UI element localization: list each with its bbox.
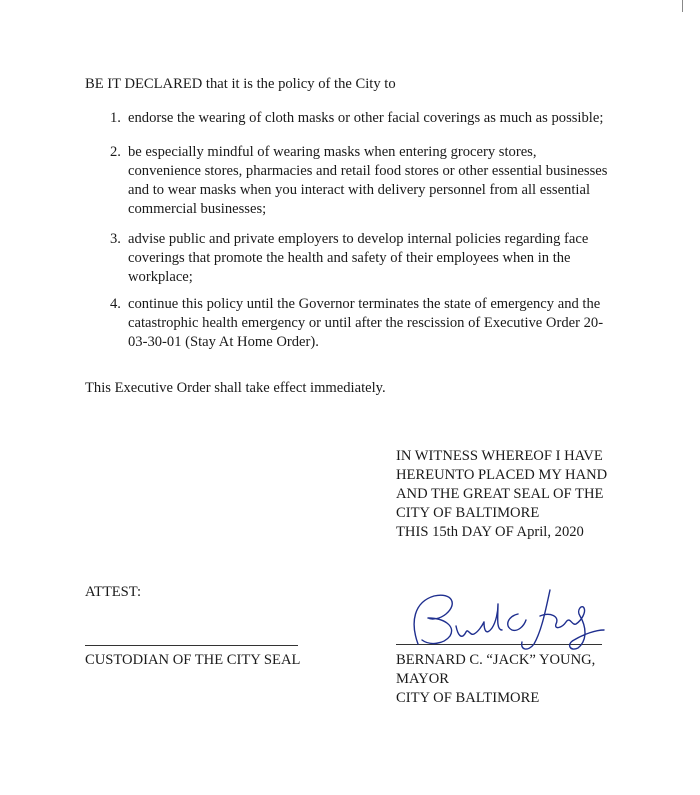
witness-block <box>396 447 607 542</box>
witness-line: AND THE GREAT SEAL OF THE <box>396 486 604 502</box>
mayor-city: CITY OF BALTIMORE <box>396 690 540 706</box>
item-number: 4. <box>110 296 121 312</box>
signature-strokes <box>414 590 604 649</box>
item-number: 1. <box>110 110 121 126</box>
mayor-signature <box>400 586 610 656</box>
mayor-block <box>396 651 595 708</box>
mayor-title: MAYOR <box>396 671 449 687</box>
witness-line: CITY OF BALTIMORE <box>396 505 540 521</box>
page-corner-mark <box>682 0 683 12</box>
item-line: and to wear masks when you interact with delivery personnel from all essential <box>128 182 590 198</box>
witness-line: IN WITNESS WHEREOF I HAVE <box>396 448 603 464</box>
signature-stroke <box>540 607 604 649</box>
item-line: coverings that promote the health and safety of their employees when in the <box>128 250 571 266</box>
custodian-label: CUSTODIAN OF THE CITY SEAL <box>85 652 301 668</box>
item-line: be especially mindful of wearing masks when entering grocery stores, <box>128 144 537 160</box>
signature-stroke <box>414 595 452 644</box>
attest-signature-line <box>85 645 298 646</box>
item-line: 03-30-01 (Stay At Home Order). <box>128 334 319 350</box>
item-line: commercial businesses; <box>128 201 267 217</box>
item-line: advise public and private employers to develop internal policies regarding face <box>128 231 589 247</box>
declaration-intro: BE IT DECLARED that it is the policy of the City to <box>85 76 396 92</box>
item-text <box>128 143 607 219</box>
item-number: 2. <box>110 144 121 160</box>
mayor-name: BERNARD C. “JACK” YOUNG, <box>396 652 596 668</box>
item-line: endorse the wearing of cloth masks or other facial coverings as much as possible; <box>128 110 604 126</box>
item-text <box>128 109 603 128</box>
item-line: catastrophic health emergency or until after the rescission of Executive Order 20- <box>128 315 604 331</box>
item-number: 3. <box>110 231 121 247</box>
attest-label: ATTEST: <box>85 584 142 600</box>
witness-line: HEREUNTO PLACED MY HAND <box>396 467 608 483</box>
item-text <box>128 230 588 287</box>
effective-statement: This Executive Order shall take effect immediately. <box>85 380 386 396</box>
witness-line: THIS 15th DAY OF April, 2020 <box>396 524 584 540</box>
item-line: continue this policy until the Governor terminates the state of emergency and the <box>128 296 601 312</box>
signature-stroke <box>456 604 502 636</box>
item-text <box>128 295 603 352</box>
item-line: convenience stores, pharmacies and retail food stores or other essential businesses <box>128 163 608 179</box>
signature-stroke <box>508 614 526 630</box>
item-line: workplace; <box>128 269 193 285</box>
